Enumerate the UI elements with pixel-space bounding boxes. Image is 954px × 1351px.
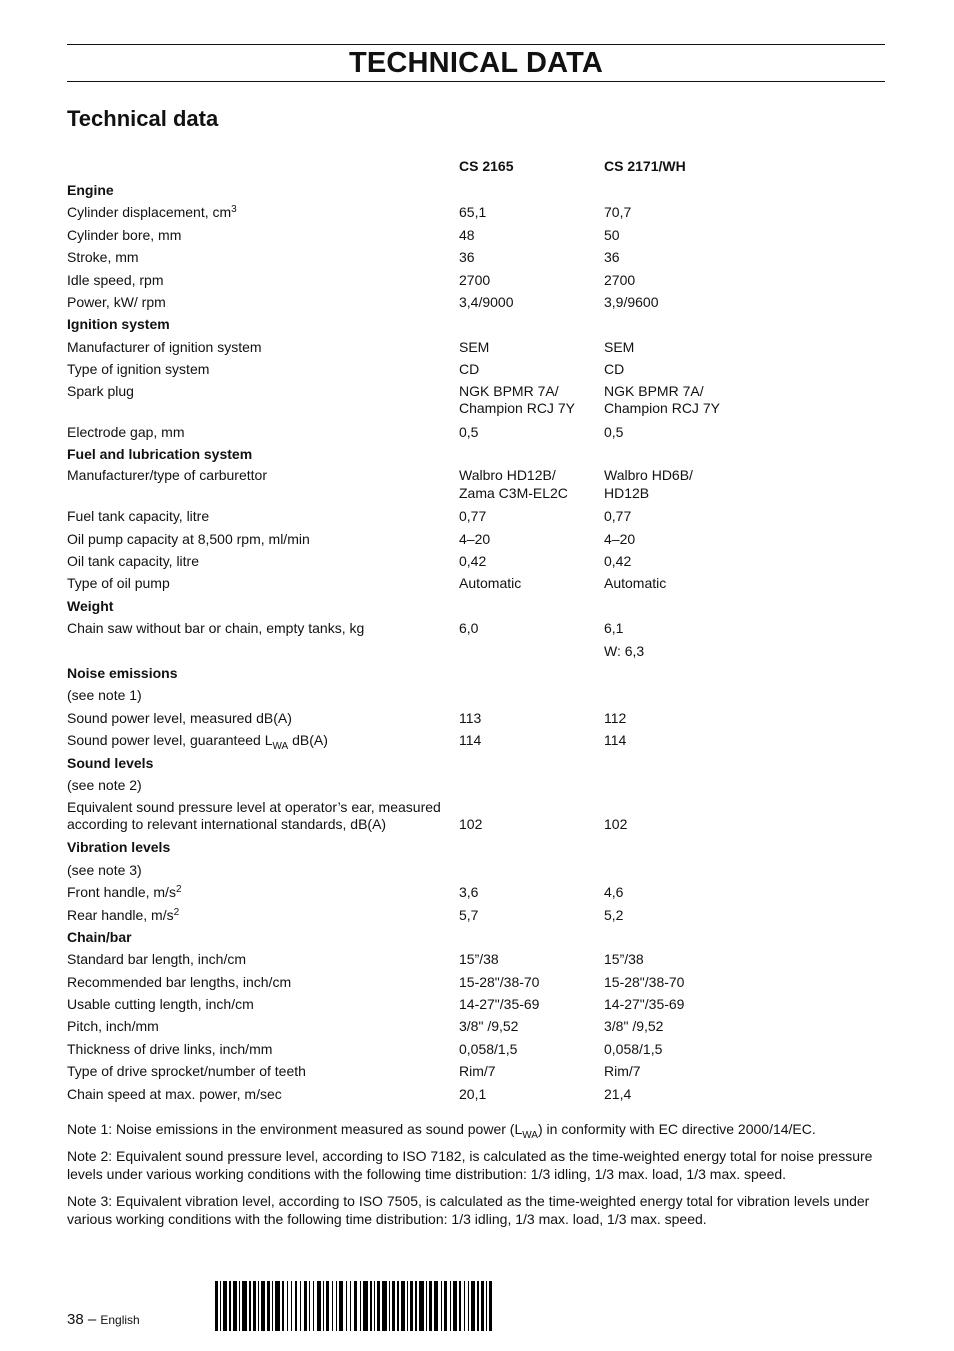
spec-row-drive-sprocket <box>67 1060 885 1082</box>
spec-value-b: 114 <box>604 732 627 749</box>
spec-value-b: 21,4 <box>604 1085 632 1102</box>
spec-row-drive-links <box>67 1038 885 1060</box>
spec-label: Rear handle, $m/s^2$ <box>67 906 180 923</box>
spec-value-a: Rim/7 <box>459 1063 496 1080</box>
spec-value-a: Automatic <box>459 575 522 592</box>
spec-value-a: Walbro HD12B/ Zama C3M-EL2C <box>459 467 568 501</box>
group-heading-engine: Engine <box>67 181 114 198</box>
spec-label: Standard bar length, inch/cm <box>67 951 246 968</box>
spec-value-b: 112 <box>604 709 627 726</box>
spec-column-headers <box>67 153 885 179</box>
spec-value-a: 0,058/1,5 <box>459 1040 518 1057</box>
spec-row-stroke <box>67 246 885 268</box>
spec-label: Equivalent sound pressure level at operator’s ear, measured according to relevant international standards, dB(A) <box>67 799 441 833</box>
spec-value-a: 3,4/9000 <box>459 293 514 310</box>
spec-value-b: 0,5 <box>604 423 624 440</box>
note-2: Note 2: Equivalent sound pressure level, according to ISO 7182, is calculated as the time-weighted energy total for noise pressure levels under various working conditions with the following time distribution: 1/3 idling, 1/3 max. load, 1/3 max. speed. <box>67 1148 873 1182</box>
group-heading-fuel: Fuel and lubrication system <box>67 445 253 462</box>
spec-value-a: 0,77 <box>459 508 487 525</box>
spec-row-sound-power-guaranteed <box>67 729 885 751</box>
spec-value-b: 2700 <box>604 271 636 288</box>
spec-label: Stroke, mm <box>67 249 139 266</box>
spec-value-a: 15-28"/38-70 <box>459 973 540 990</box>
spec-value-b: 6,1 <box>604 620 624 637</box>
spec-value-b: 5,2 <box>604 906 624 923</box>
spec-label: Sound power level, guaranteed $L_{WA}$ dB(A) <box>67 732 328 753</box>
spec-row-front-handle <box>67 881 885 903</box>
spec-value-a: 114 <box>459 732 482 749</box>
spec-value-b: 4,6 <box>604 884 624 901</box>
section-title: Technical data <box>67 106 219 131</box>
spec-row-oil-tank <box>67 550 885 572</box>
spec-row-standard-bar <box>67 948 885 970</box>
note-reference-1: (see note 1) <box>67 687 142 704</box>
spec-row-sound-power-measured <box>67 707 885 729</box>
spec-label: Type of drive sprocket/number of teeth <box>67 1063 306 1080</box>
spec-value-a: 3,6 <box>459 884 479 901</box>
spec-row-oil-pump-capacity <box>67 528 885 550</box>
spec-row-spark-plug <box>67 381 885 421</box>
group-heading-sound-levels: Sound levels <box>67 754 154 771</box>
spec-row-rear-handle <box>67 904 885 926</box>
spec-value-b: Walbro HD6B/ HD12B <box>604 467 693 501</box>
spec-label: Idle speed, rpm <box>67 271 164 288</box>
spec-row-chain-speed <box>67 1083 885 1105</box>
spec-value-a: 113 <box>459 709 482 726</box>
spec-value-b: 15-28"/38-70 <box>604 973 685 990</box>
spec-value-b-extra: W: 6,3 <box>604 642 645 659</box>
spec-value-b: 4–20 <box>604 530 636 547</box>
spec-value-a: 20,1 <box>459 1085 487 1102</box>
spec-value-a: 4–20 <box>459 530 491 547</box>
spec-label: Thickness of drive links, inch/mm <box>67 1040 273 1057</box>
spec-row-cylinder-bore <box>67 224 885 246</box>
spec-value-b: SEM <box>604 338 635 355</box>
spec-label: Fuel tank capacity, litre <box>67 508 210 525</box>
spec-label: Spark plug <box>67 382 134 399</box>
spec-row-cutting-length <box>67 993 885 1015</box>
spec-value-b: NGK BPMR 7A/ Champion RCJ 7Y <box>604 382 720 417</box>
spec-row-idle-speed <box>67 269 885 291</box>
spec-label: Chain speed at max. power, m/sec <box>67 1085 282 1102</box>
spec-label: Sound power level, measured dB(A) <box>67 709 292 726</box>
spec-label: Oil pump capacity at 8,500 rpm, ml/min <box>67 530 310 547</box>
spec-value-b: 15”/38 <box>604 951 644 968</box>
page-title: TECHNICAL DATA <box>348 47 604 79</box>
group-heading-chain-bar: Chain/bar <box>67 928 132 945</box>
note-reference-3: (see note 3) <box>67 861 142 878</box>
language-label: English <box>100 1313 140 1327</box>
spec-label: Oil tank capacity, litre <box>67 553 200 570</box>
spec-value-b: 70,7 <box>604 204 632 221</box>
spec-value-a: 5,7 <box>459 906 479 923</box>
spec-value-b: 36 <box>604 249 620 266</box>
column-header-cs2165: CS 2165 <box>459 158 514 174</box>
spec-row-fuel-tank <box>67 505 885 527</box>
spec-value-a: 6,0 <box>459 620 479 637</box>
barcode <box>215 1281 495 1331</box>
spec-value-b: CD <box>604 361 625 378</box>
spec-label: Chain saw without bar or chain, empty tanks, kg <box>67 620 365 637</box>
spec-value-b: 14-27"/35-69 <box>604 996 685 1013</box>
spec-label: Type of oil pump <box>67 575 170 592</box>
spec-value-a: 15”/38 <box>459 951 499 968</box>
spec-value-a: 48 <box>459 226 475 243</box>
group-heading-ignition: Ignition system <box>67 316 170 333</box>
spec-label: Front handle, $m/s^2$ <box>67 884 182 901</box>
spec-value-b: 50 <box>604 226 620 243</box>
spec-table <box>67 153 885 1105</box>
spec-value-a: 0,5 <box>459 423 479 440</box>
column-header-cs2171wh: CS 2171/WH <box>604 158 686 174</box>
spec-label: Usable cutting length, inch/cm <box>67 996 254 1013</box>
spec-value-b: 0,42 <box>604 553 632 570</box>
spec-value-a: 102 <box>459 816 483 833</box>
spec-value-a: CD <box>459 361 480 378</box>
header-rule-bottom <box>67 81 885 82</box>
spec-label: Type of ignition system <box>67 361 210 378</box>
spec-value-a: 65,1 <box>459 204 487 221</box>
group-heading-weight: Weight <box>67 597 114 614</box>
spec-label: Power, kW/ rpm <box>67 293 166 310</box>
spec-label: Pitch, inch/mm <box>67 1018 159 1035</box>
spec-value-a: 3/8" /9,52 <box>459 1018 519 1035</box>
spec-value-b: 3/8" /9,52 <box>604 1018 664 1035</box>
spec-label: Cylinder displacement, $cm^3$ <box>67 204 237 221</box>
spec-label: Electrode gap, mm <box>67 423 185 440</box>
notes <box>67 1120 885 1237</box>
spec-value-a: 36 <box>459 249 475 266</box>
note-3: Note 3: Equivalent vibration level, according to ISO 7505, is calculated as the time-weighted energy total for vibration levels under various working conditions with the following time distribution: 1/3 idling, 1/3 max. load, 1/3 max. speed. <box>67 1193 870 1227</box>
spec-row-equivalent-sound-pressure <box>67 796 885 836</box>
spec-value-b: Automatic <box>604 575 667 592</box>
spec-row-ignition-type <box>67 358 885 380</box>
spec-row-pitch <box>67 1016 885 1038</box>
note-1: Note 1: Noise emissions in the environment measured as sound power $(L_{WA})$ in conformity with EC directive 2000/14/EC. <box>67 1121 816 1141</box>
spec-row-ignition-manufacturer <box>67 336 885 358</box>
spec-value-b: Rim/7 <box>604 1063 641 1080</box>
spec-value-b: 3,9/9600 <box>604 293 659 310</box>
spec-value-a: NGK BPMR 7A/ Champion RCJ 7Y <box>459 382 575 417</box>
spec-value-b: 102 <box>604 816 628 833</box>
spec-row-cylinder-displacement <box>67 201 885 223</box>
spec-label: Cylinder bore, mm <box>67 226 182 243</box>
spec-row-oil-pump-type <box>67 572 885 594</box>
spec-row-recommended-bars <box>67 971 885 993</box>
spec-row-carburettor <box>67 465 885 505</box>
spec-label: Manufacturer of ignition system <box>67 338 262 355</box>
spec-value-a: 0,42 <box>459 553 487 570</box>
note-reference-2: (see note 2) <box>67 776 142 793</box>
spec-value-b: 0,77 <box>604 508 632 525</box>
spec-row-saw-weight <box>67 617 885 639</box>
spec-label: Manufacturer/type of carburettor <box>67 467 267 484</box>
spec-value-a: 2700 <box>459 271 491 288</box>
spec-row-saw-weight-w <box>67 640 885 662</box>
spec-row-electrode-gap <box>67 421 885 443</box>
spec-row-power <box>67 291 885 313</box>
group-heading-vibration: Vibration levels <box>67 839 171 856</box>
spec-value-a: SEM <box>459 338 490 355</box>
page-number: 38 – English <box>67 1311 140 1328</box>
spec-value-a: 14-27"/35-69 <box>459 996 540 1013</box>
spec-label: Recommended bar lengths, inch/cm <box>67 973 292 990</box>
spec-value-b: 0,058/1,5 <box>604 1040 663 1057</box>
group-heading-noise: Noise emissions <box>67 665 178 682</box>
